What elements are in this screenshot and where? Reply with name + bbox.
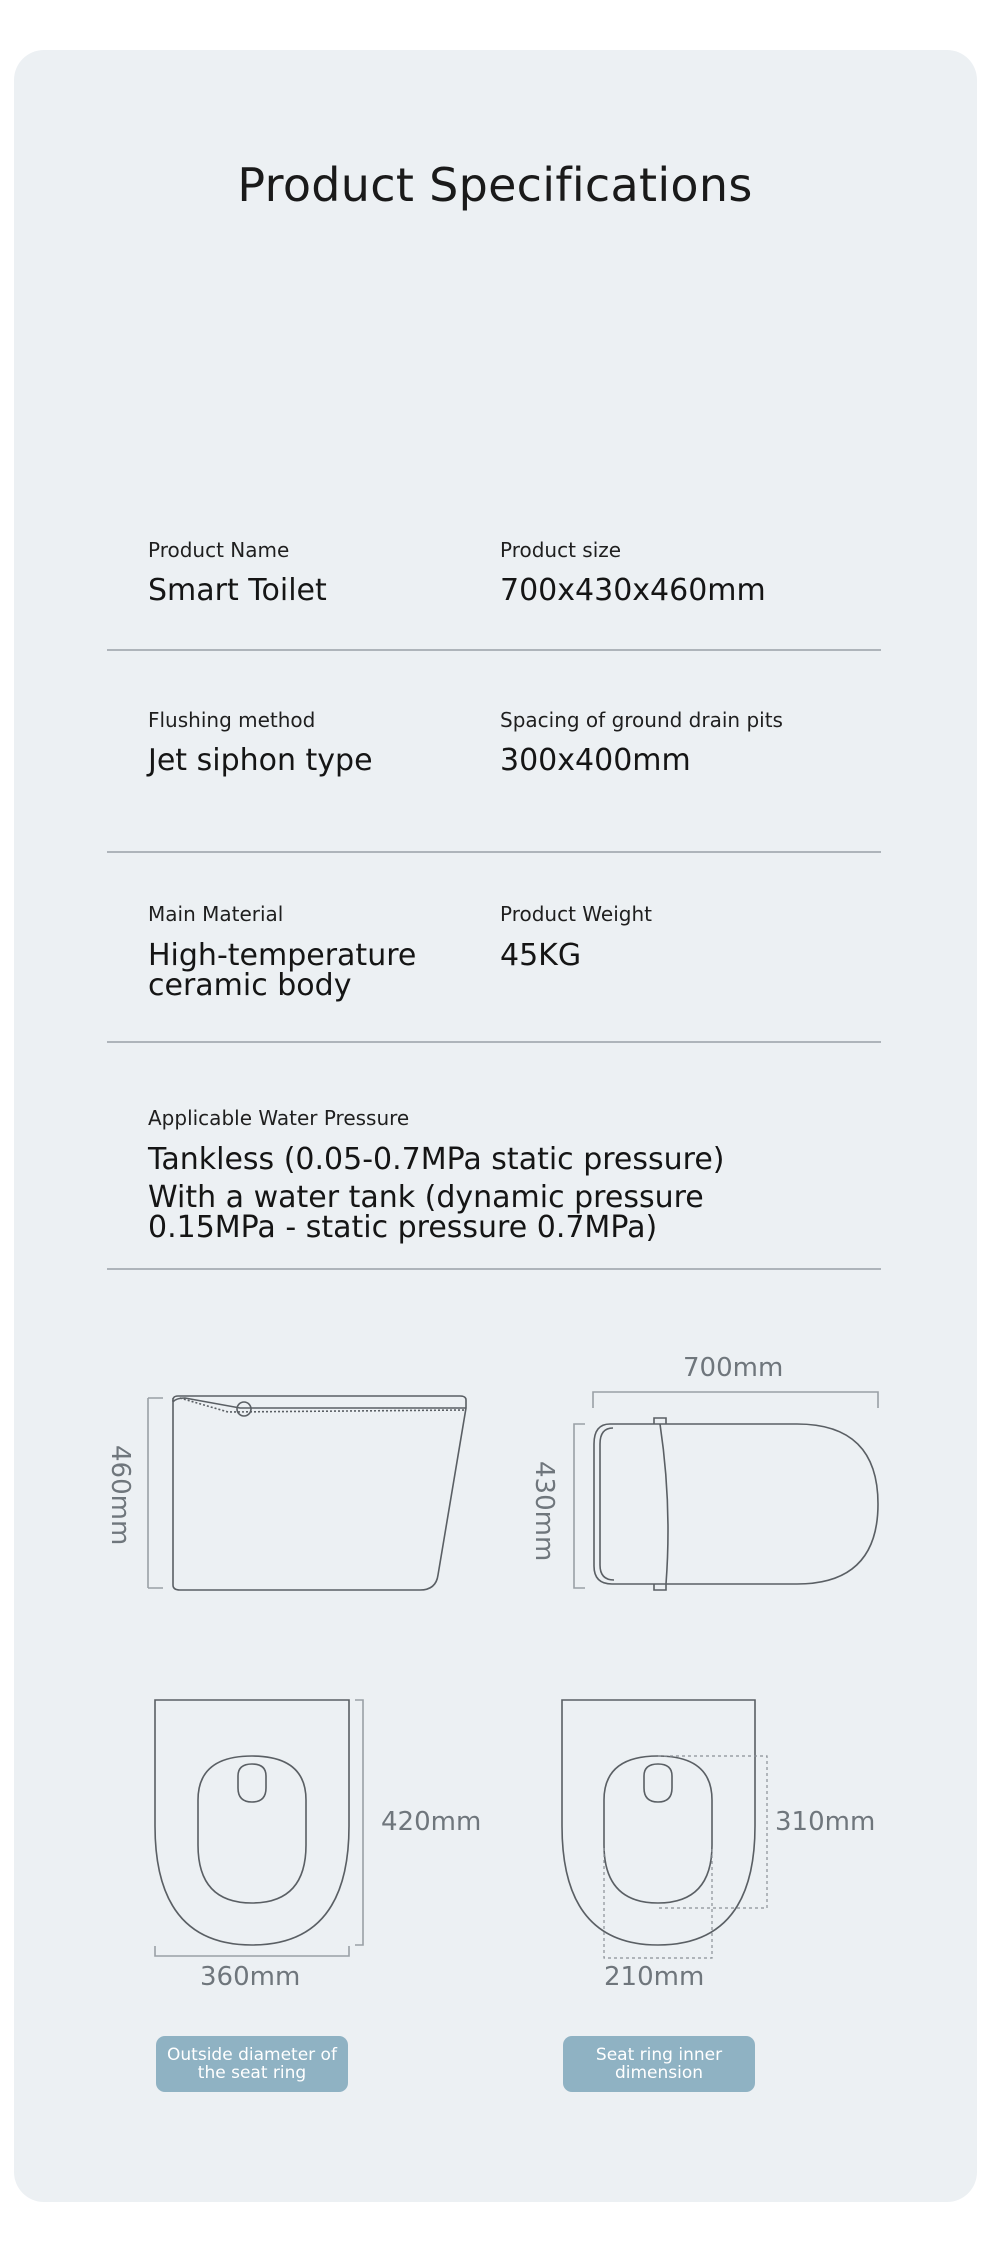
inner-dimension-badge — [563, 2036, 755, 2092]
product-weight-label: Product Weight — [500, 902, 652, 926]
flushing-method-label: Flushing method — [148, 708, 316, 732]
inner-seat-drawing — [562, 1700, 767, 1958]
main-material-value-line2: ceramic body — [148, 968, 352, 1003]
outer-seat-drawing — [155, 1700, 363, 1956]
side-view-drawing — [148, 1396, 466, 1590]
outer-badge-line2: the seat ring — [197, 2063, 307, 2083]
inner-width-label: 210mm — [604, 1962, 705, 1992]
product-size-value: 700x430x460mm — [500, 573, 766, 608]
product-size-label: Product size — [500, 538, 622, 562]
inner-depth-label: 310mm — [775, 1807, 876, 1837]
seat-width-label: 360mm — [200, 1962, 301, 1992]
flushing-method-value: Jet siphon type — [148, 743, 373, 778]
product-name-label: Product Name — [148, 538, 290, 562]
water-pressure-line1: Tankless (0.05-0.7MPa static pressure) — [148, 1142, 725, 1177]
page-title: Product Specifications — [237, 158, 753, 212]
top-view-drawing — [574, 1392, 878, 1590]
product-name-value: Smart Toilet — [148, 573, 327, 608]
outer-diameter-badge — [156, 2036, 348, 2092]
seat-depth-label: 420mm — [381, 1807, 482, 1837]
height-dimension-label: 460mm — [105, 1445, 135, 1546]
water-pressure-line3: 0.15MPa - static pressure 0.7MPa) — [148, 1210, 658, 1245]
drain-spacing-label: Spacing of ground drain pits — [500, 708, 783, 732]
length-dimension-label: 700mm — [683, 1353, 784, 1383]
outer-badge-line1: Outside diameter of — [167, 2045, 337, 2065]
main-material-label: Main Material — [148, 902, 284, 926]
width-dimension-label: 430mm — [529, 1461, 559, 1562]
inner-badge-line1: Seat ring inner — [595, 2045, 723, 2065]
inner-badge-line2: dimension — [614, 2063, 704, 2083]
main-material-value-line1: High-temperature — [148, 938, 417, 973]
drain-spacing-value: 300x400mm — [500, 743, 691, 778]
water-pressure-label: Applicable Water Pressure — [148, 1106, 410, 1130]
product-weight-value: 45KG — [500, 938, 582, 973]
water-pressure-line2: With a water tank (dynamic pressure — [148, 1180, 704, 1215]
